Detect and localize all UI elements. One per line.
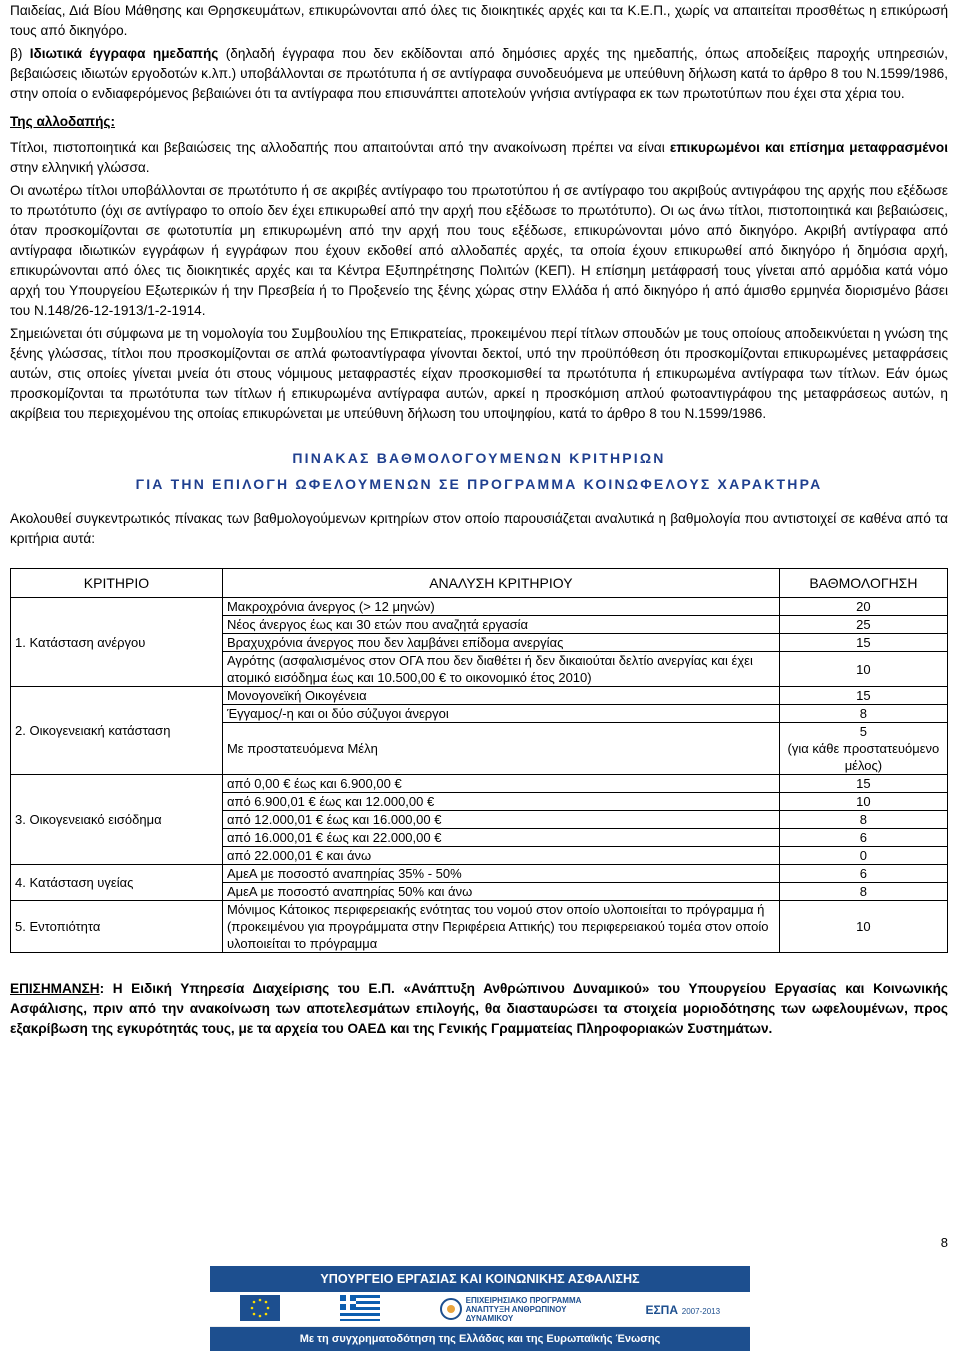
copies-paragraph: Οι ανωτέρω τίτλοι υποβάλλονται σε πρωτότυπο ή σε ακριβές αντίγραφο του πρωτοτύπου ή σε αντίγραφο του ακριβούς αντιγράφου της αρχής που εξέδωσε το πρωτότυπο (όχι σε αντίγραφο το οποίο δεν έχει επικυρωθεί από την αρχή που εξέδωσε το πρωτότυπο). Οι ως άνω τίτλοι, πιστοποιητικά και βεβαιώσεις, όταν προσκομίζονται σε φωτοτυπία μη επικυρωμένη από την αρχή που τους εξέδωσε, επικυρώνονται μόνο από δικηγόρο. Ακριβή αντίγραφα από αντίγραφα ιδιωτικών εγγράφων ή εγγράφων που έχουν εκδοθεί από αλλοδαπές αρχές, τα οποία έχουν επικυρωθεί από δικηγόρο ή δημόσια αρχή, επικυρώνονται από όλες τις διοικητικές αρχές και τα Κέντρα Εξυπηρέτησης Πολιτών (ΚΕΠ). Η επίσημη μετάφρασή τους γίνεται από αρμόδια κατά νόμο αρχή του Υπουργείου Εξωτερικών ή την Πρεσβεία ή το Προξενείο της ξένης χώρας στην Ελλάδα ή από δικηγόρο ή από άμισθο ερμηνέα διορισμένο βάσει του Ν.148/26-12-1913/1-2-1914. xyxy=(10,183,948,318)
criterion-family-status: 2. Οικογενειακή κατάσταση xyxy=(11,687,223,775)
table-title-1: ΠΙΝΑΚΑΣ ΒΑΘΜΟΛΟΓΟΥΜΕΝΩΝ ΚΡΙΤΗΡΙΩΝ xyxy=(292,450,666,466)
table-row: Νέος άνεργος έως και 30 ετών που αναζητά εργασία 25 xyxy=(11,616,948,634)
table-row: 5. Εντοπιότητα Μόνιμος Κάτοικος περιφερειακής ενότητας του νομού στον οποίο υλοποιείται το πρόγραμμα ή (προκειμένου για προγράμματα στην Περιφέρεια Αττικής) του περιφερειακού τομέα στον οποίο υλοποιείται το πρόγραμμα 10 xyxy=(11,901,948,953)
table-row: από 22.000,01 € και άνω 0 xyxy=(11,847,948,865)
council-paragraph: Σημειώνεται ότι σύμφωνα με τη νομολογία του Συμβουλίου της Επικρατείας, προκειμένου περί τίτλων σπουδών με τους οποίους αποδεικνύεται η γνώση της ξένης γλώσσας, τίτλοι που προσκομίζονται σε απλά φωτοαντίγραφα γίνονται δεκτοί, υπό την προϋπόθεση ότι προσκομίζονται επικυρωμένες μεταφράσεις αυτών, στις οποίες γίνεται μνεία ότι στους νόμιμους μεταφραστές είχαν προσκομισθεί τα πρωτότυπα ή επικυρωμένα αντίγραφα των τίτλων. Εάν όμως προσκομίζονται τα πρωτότυπα των τίτλων ή επικυρωμένα αντίγραφα αυτών, αρκεί η προσκόμιση απλού φωτοαντιγράφου της μεταφράσεως αυτών, η ακρίβεια του περιεχομένου της οποίας επικυρώνεται με υπεύθυνη δήλωση του υποψηφίου, κατά το άρθρο 8 του Ν.1599/1986. xyxy=(10,326,948,421)
table-row: 4. Κατάσταση υγείας ΑμεΑ με ποσοστό αναπηρίας 35% - 50% 6 xyxy=(11,865,948,883)
table-header-row xyxy=(11,569,948,598)
foreign-heading: Της αλλοδαπής: xyxy=(10,114,115,129)
program-icon xyxy=(440,1298,462,1320)
table-row: Έγγαμος/-η και οι δύο σύζυγοι άνεργοι 8 xyxy=(11,705,948,723)
table-row: Με προστατευόμενα Μέλη 5 (για κάθε προστατευόμενο μέλος) xyxy=(11,723,948,775)
criteria-table xyxy=(10,568,948,953)
table-title-2: ΓΙΑ ΤΗΝ ΕΠΙΛΟΓΗ ΩΦΕΛΟΥΜΕΝΩΝ ΣΕ ΠΡΟΓΡΑΜΜΑ ΚΟΙΝΩΦΕΛΟΥΣ ΧΑΡΑΚΤΗΡΑ xyxy=(135,476,823,492)
criterion-unemployment: 1. Κατάσταση ανέργου xyxy=(11,598,223,687)
espa-logo: ΕΣΠΑ 2007-2013 xyxy=(645,1302,721,1317)
eu-flag-icon xyxy=(240,1295,280,1324)
header-score: ΒΑΘΜΟΛΟΓΗΣΗ xyxy=(779,569,947,598)
footer-logos xyxy=(210,1292,750,1327)
note-paragraph: ΕΠΙΣΗΜΑΝΣΗ: Η Ειδική Υπηρεσία Διαχείρισης του Ε.Π. «Ανάπτυξη Ανθρώπινου Δυναμικού» του Υπουργείου Εργασίας και Κοινωνικής Ασφάλισης, πριν από την ανακοίνωση των αποτελεσμάτων επιλογής, θα διασταυρώσει τα στοιχεία μοριοδότησης των ωφελουμένων, προς εξακρίβωση της εγκυρότητάς τους, με τα αρχεία του ΟΑΕΔ και της Γενικής Γραμματείας Πληροφοριακών Συστημάτων. xyxy=(10,981,948,1036)
table-row: 3. Οικογενειακό εισόδημα από 0,00 € έως και 6.900,00 € 15 xyxy=(11,775,948,793)
table-row: 1. Κατάσταση ανέργου Μακροχρόνια άνεργος (> 12 μηνών) 20 xyxy=(11,598,948,616)
footer-banner xyxy=(210,1266,750,1352)
table-row: από 6.900,01 € έως και 12.000,00 € 10 xyxy=(11,793,948,811)
table-row: 2. Οικογενειακή κατάσταση Μονογονεϊκή Οικογένεια 15 xyxy=(11,687,948,705)
footer-ministry: ΥΠΟΥΡΓΕΙΟ ΕΡΓΑΣΙΑΣ ΚΑΙ ΚΟΙΝΩΝΙΚΗΣ ΑΣΦΑΛΙΣΗΣ xyxy=(210,1266,750,1292)
greek-flag-icon xyxy=(340,1295,380,1324)
table-lead-paragraph: Ακολουθεί συγκεντρωτικός πίνακας των βαθμολογούμενων κριτηρίων στον οποίο παρουσιάζεται αναλυτικά η βαθμολογία που αντιστοιχεί σε καθένα από τα κριτήρια αυτά: xyxy=(10,511,948,546)
operational-program-logo: ΕΠΙΧΕΙΡΗΣΙΑΚΟ ΠΡΟΓΡΑΜΜΑ ΑΝΑΠΤΥΞΗ ΑΝΘΡΩΠΙΝΟΥ ΔΥΝΑΜΙΚΟΥ xyxy=(440,1296,586,1323)
header-criterion: ΚΡΙΤΗΡΙΟ xyxy=(11,569,223,598)
private-docs-term: Ιδιωτικά έγγραφα ημεδαπής xyxy=(29,46,219,61)
document-page xyxy=(10,0,948,1042)
criterion-locality: 5. Εντοπιότητα xyxy=(11,901,223,953)
header-analysis: ΑΝΑΛΥΣΗ ΚΡΙΤΗΡΙΟΥ xyxy=(222,569,779,598)
criterion-health: 4. Κατάσταση υγείας xyxy=(11,865,223,901)
private-docs-paragraph: β) Ιδιωτικά έγγραφα ημεδαπής (δηλαδή έγγραφα που δεν εκδίδονται από δημόσιες αρχές της ημεδαπής, όπως αποδείξεις παροχής υπηρεσιών, βεβαιώσεις ιδιωτών εργοδοτών κ.λπ.) υποβάλλονται σε πρωτότυπα ή σε αντίγραφα συνοδευόμενα με υπεύθυνη δήλωση κατά το άρθρο 8 του Ν.1599/1986, στην οποία ο ενδιαφερόμενος βεβαιώνει ότι τα αντίγραφα που επισυνάπτει αποτελούν γνήσια αντίγραφα εκ των πρωτοτύπων που έχει στα χέρια του. xyxy=(10,46,948,101)
foreign-paragraph: Τίτλοι, πιστοποιητικά και βεβαιώσεις της αλλοδαπής που απαιτούνται από την ανακοίνωση πρέπει να είναι επικυρωμένοι και επίσημα μεταφρασμένοι στην ελληνική γλώσσα. xyxy=(10,140,948,175)
footer-tagline: Με τη συγχρηματοδότηση της Ελλάδας και της Ευρωπαϊκής Ένωσης xyxy=(210,1327,750,1351)
table-row: Βραχυχρόνια άνεργος που δεν λαμβάνει επίδομα ανεργίας 15 xyxy=(11,634,948,652)
criterion-family-income: 3. Οικογενειακό εισόδημα xyxy=(11,775,223,865)
note-label: ΕΠΙΣΗΜΑΝΣΗ xyxy=(10,981,100,996)
table-row: ΑμεΑ με ποσοστό αναπηρίας 50% και άνω 8 xyxy=(11,883,948,901)
intro-paragraph-1: Παιδείας, Διά Βίου Μάθησης και Θρησκευμάτων, επικυρώνονται από όλες τις διοικητικές αρχές και τα Κ.Ε.Π., χωρίς να απαιτείται προσθέτως η επικύρωσή τους από δικηγόρο. xyxy=(10,3,948,38)
table-row: από 16.000,01 € έως και 22.000,00 € 6 xyxy=(11,829,948,847)
table-row: από 12.000,01 € έως και 16.000,00 € 8 xyxy=(11,811,948,829)
table-row: Αγρότης (ασφαλισμένος στον ΟΓΑ που δεν διαθέτει ή δεν δικαιούται δελτίο ανεργίας και έχει ατομικό εισόδημα έως και 10.500,00 € το οικονομικό έτος 2010) 10 xyxy=(11,652,948,687)
page-number: 8 xyxy=(940,1235,948,1250)
